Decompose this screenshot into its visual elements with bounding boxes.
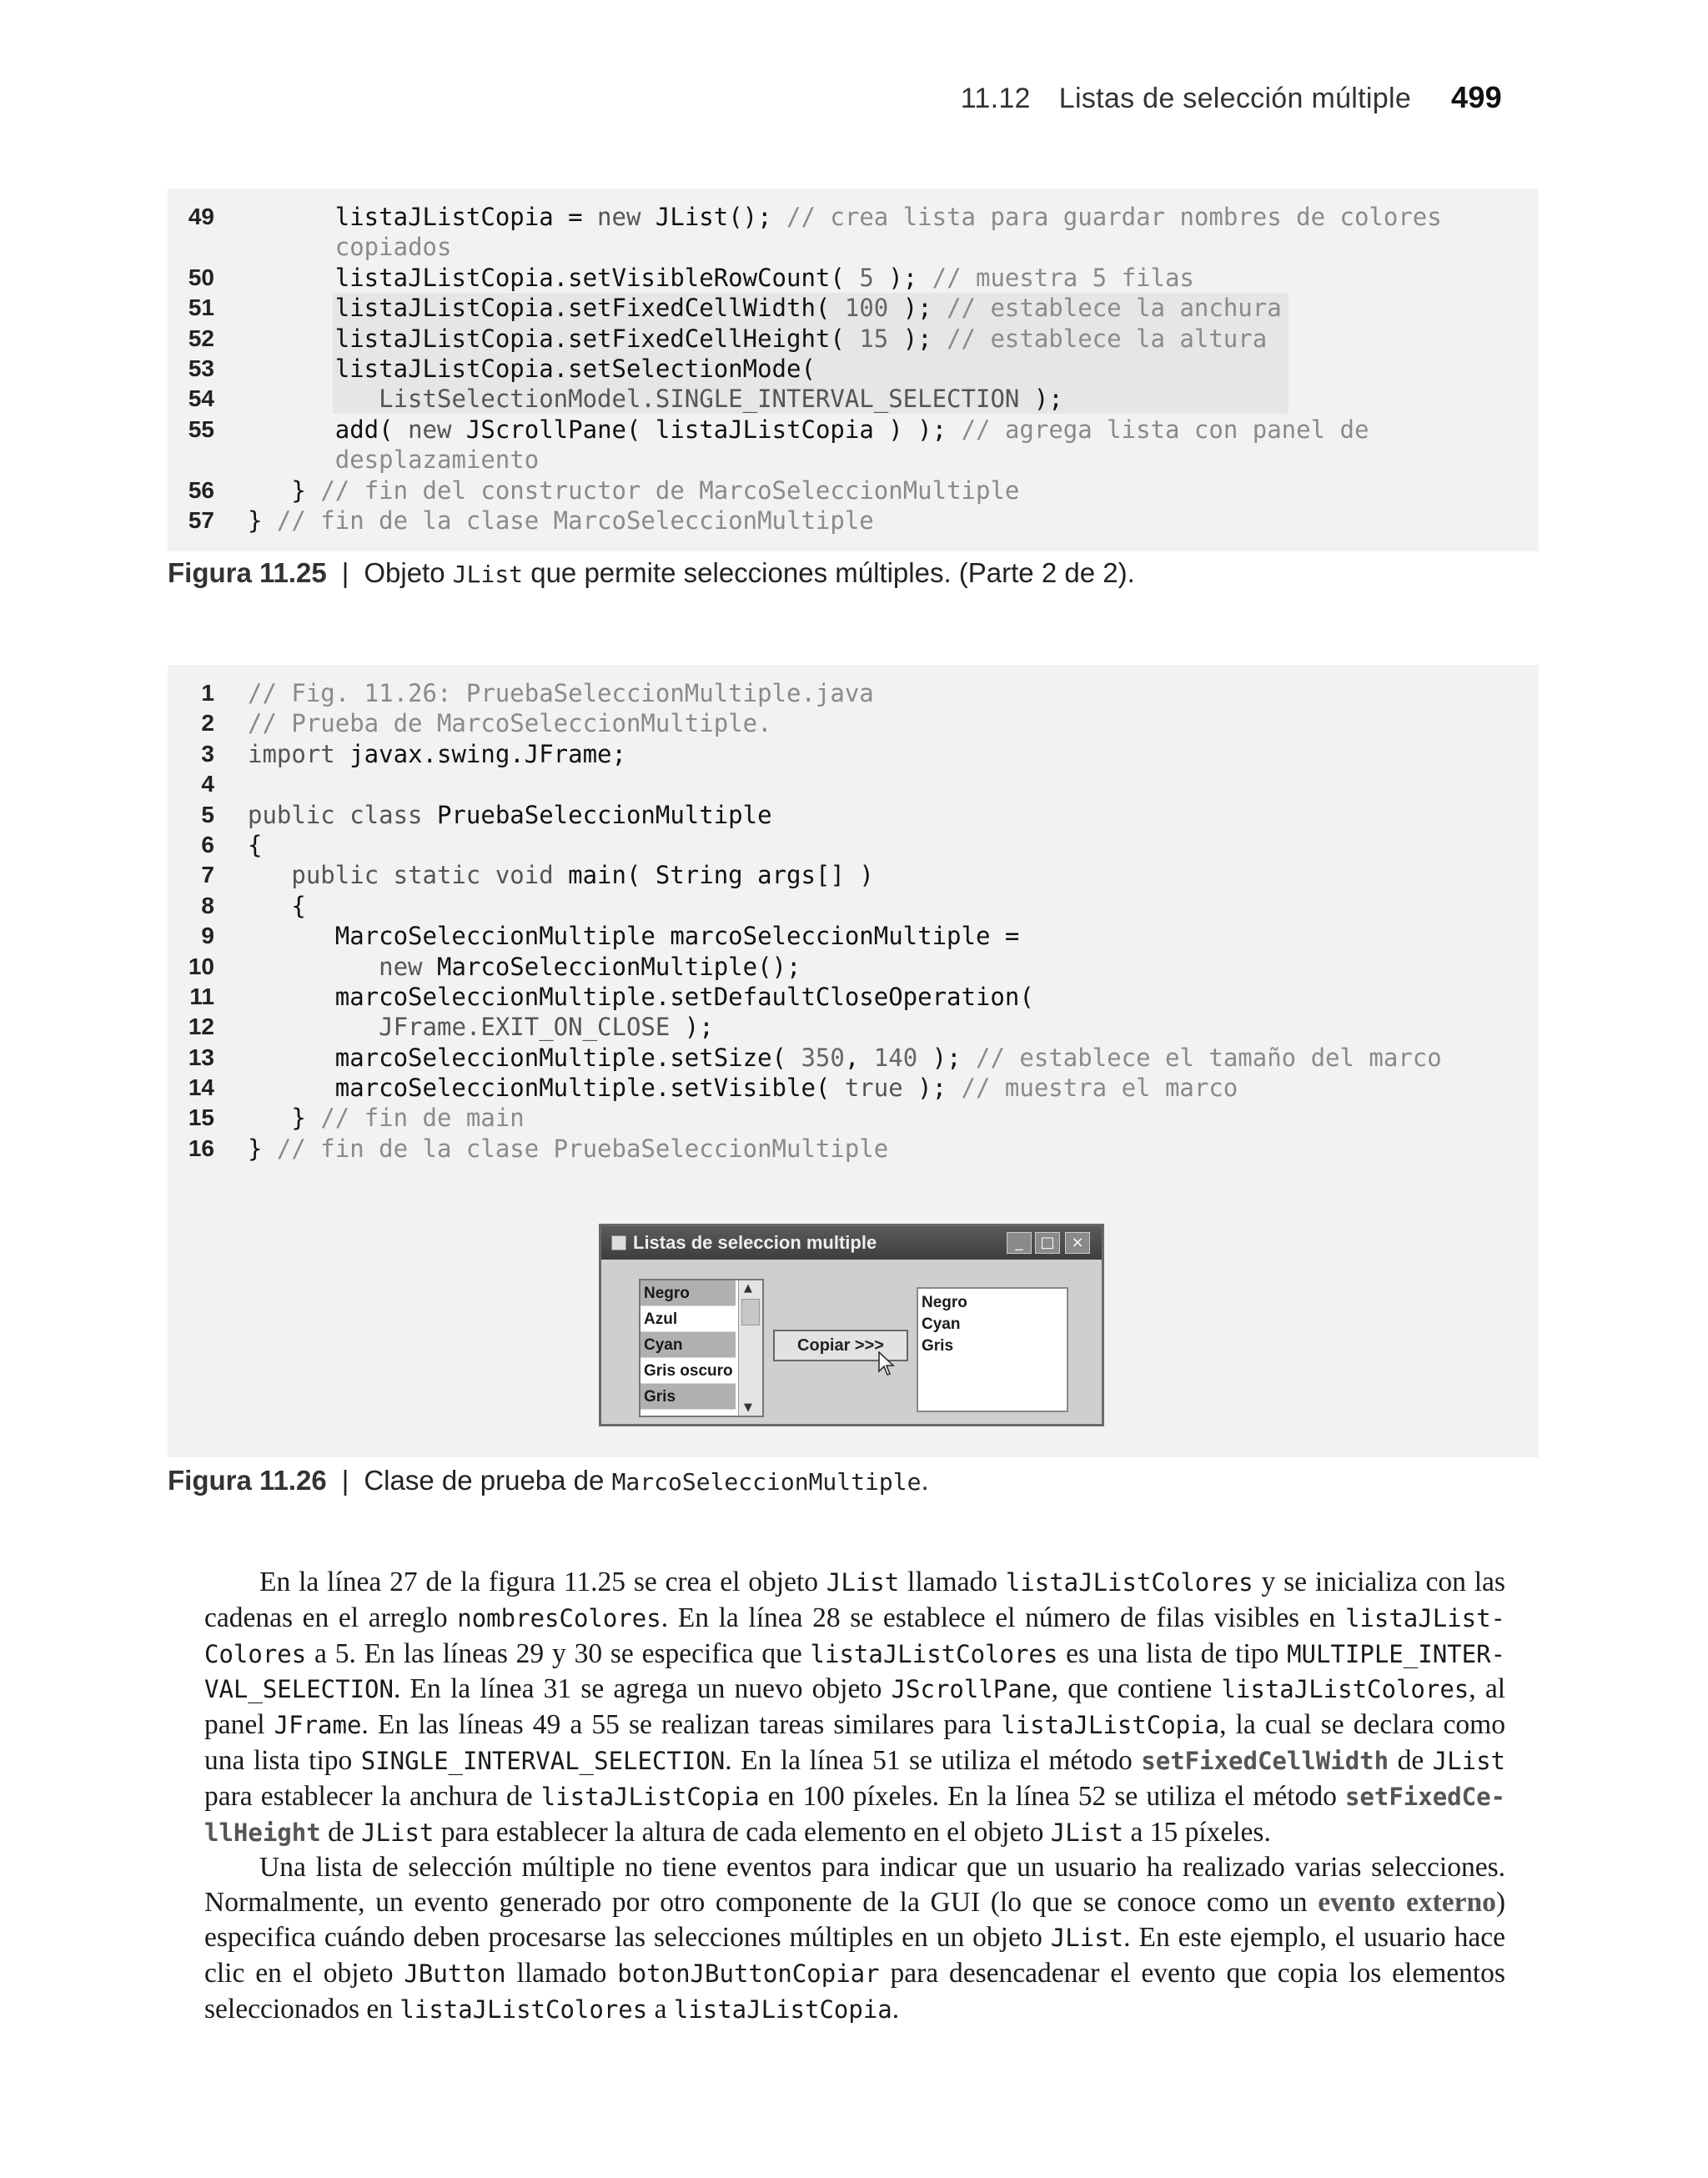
line-number: 8	[201, 892, 214, 918]
code-text	[248, 232, 451, 262]
code-comment: // agrega lista con panel de	[961, 415, 1369, 444]
code-line	[168, 1103, 1539, 1133]
text-run: ) especifica cuándo deben procesarse las selecciones múltiples en un objeto	[204, 1887, 1505, 1953]
code-line	[168, 952, 1539, 982]
code-text	[248, 1073, 1238, 1103]
code-line	[168, 739, 1539, 769]
scroll-thumb[interactable]	[741, 1299, 760, 1325]
running-header	[961, 80, 1502, 115]
code-comment: // fin de main	[320, 1104, 525, 1133]
window-title: Listas de seleccion multiple	[633, 1232, 877, 1253]
text-run: En la línea 27 de la figura 11.25 se crea el objeto	[259, 1567, 826, 1597]
scroll-down-arrow-icon[interactable]: ▼	[744, 1401, 752, 1414]
code-token	[248, 294, 335, 322]
line-number: 5	[201, 801, 214, 827]
code-text	[248, 860, 874, 890]
inline-code: botonJButtonCopiar	[617, 1959, 880, 1988]
code-token: PruebaSeleccionMultiple	[422, 800, 772, 829]
code-token: marcoSeleccionMultiple.setDefaultCloseOperation(	[248, 982, 1034, 1011]
code-text	[248, 800, 772, 830]
minimize-icon[interactable]: _	[1007, 1232, 1032, 1254]
code-text	[248, 506, 874, 536]
code-token: javax.swing.JFrame;	[334, 739, 626, 768]
code-token: );	[873, 263, 932, 292]
code-token	[248, 324, 335, 353]
code-line	[168, 1073, 1539, 1103]
code-comment: // establece la altura	[947, 324, 1268, 353]
text-run: para establecer la anchura de	[204, 1780, 541, 1812]
code-token	[248, 385, 379, 413]
code-text	[248, 445, 539, 475]
line-number: 7	[201, 862, 214, 888]
caption-text-end: .	[921, 1465, 929, 1496]
line-number: 16	[188, 1134, 214, 1161]
code-token: MarcoSeleccionMultiple marcoSeleccionMultiple =	[248, 922, 1020, 951]
caption-text-end: que permite selecciones múltiples. (Parte 2 de 2).	[523, 557, 1135, 588]
text-run: de	[320, 1816, 362, 1848]
code-comment: // Prueba de MarcoSeleccionMultiple.	[248, 709, 772, 738]
code-token	[248, 861, 291, 889]
code-line	[168, 354, 1539, 384]
copied-list-items	[922, 1292, 1063, 1357]
text-run: a 5. En las líneas 29 y 30 se especifica que	[306, 1637, 811, 1669]
code-text	[248, 739, 626, 769]
code-token: ,	[844, 1043, 874, 1072]
code-token: );	[888, 324, 947, 353]
code-line	[168, 921, 1539, 951]
code-text	[248, 982, 1034, 1012]
code-line	[168, 293, 1539, 323]
code-text	[248, 1134, 888, 1164]
inline-code: listaJListColores	[1005, 1568, 1253, 1597]
code-token: );	[1019, 385, 1063, 414]
line-number: 49	[188, 204, 214, 229]
inline-code: JButton	[404, 1959, 506, 1988]
code-lines	[168, 665, 1539, 1164]
code-text	[248, 415, 1369, 445]
inline-code: SINGLE_INTERVAL_SELECTION	[360, 1746, 726, 1775]
inline-code: listaJListColores	[1221, 1675, 1469, 1704]
inline-code: listaJListCopia	[540, 1782, 760, 1811]
code-comment: // Fig. 11.26: PruebaSeleccionMultiple.java	[248, 679, 874, 707]
code-token: );	[670, 1013, 714, 1042]
caption-code: JList	[452, 561, 524, 588]
figure-caption-11-26	[168, 1465, 929, 1496]
code-comment: // fin de la clase PruebaSeleccionMultiple	[276, 1134, 889, 1163]
list-item[interactable]: Azul	[640, 1306, 736, 1332]
line-number: 1	[201, 680, 214, 706]
code-keyword: ListSelectionModel.SINGLE_INTERVAL_SELECTION	[379, 385, 1020, 414]
code-text	[248, 202, 1442, 232]
code-token	[248, 233, 335, 261]
text-run: para desencadenar el evento que copia los elementos seleccionados en	[204, 1957, 1505, 2025]
list-scrollbar[interactable]	[738, 1280, 762, 1416]
window-titlebar[interactable]	[601, 1226, 1102, 1260]
line-number: 4	[201, 771, 214, 797]
text-run: de	[1389, 1744, 1433, 1776]
code-line	[168, 263, 1539, 293]
code-keyword: JFrame.EXIT_ON_CLOSE	[379, 1013, 671, 1042]
caption-separator: |	[341, 557, 349, 588]
code-comment: // fin de la clase MarcoSeleccionMultiple	[276, 506, 874, 535]
code-token: }	[248, 1104, 321, 1133]
code-line	[168, 475, 1539, 506]
caption-separator: |	[341, 1465, 349, 1496]
inline-code: MULTIPLE_INTER-VAL_SELECTION	[204, 1639, 1505, 1704]
list-item[interactable]: Gris	[640, 1384, 736, 1410]
code-comment: // muestra el marco	[961, 1074, 1238, 1103]
code-text	[248, 921, 1019, 951]
line-number: 54	[188, 385, 214, 412]
caption-text: Objeto	[364, 557, 453, 588]
text-run: Una lista de selección múltiple no tiene eventos para indicar que un usuario ha realizado varias selecciones. Normalmente, un evento generado por otro componente de la GUI (lo que se conoce como un	[204, 1852, 1505, 1919]
code-comment: // establece el tamaño del marco	[976, 1043, 1442, 1072]
copied-colors-list[interactable]	[917, 1287, 1068, 1412]
code-comment: // muestra 5 filas	[932, 263, 1194, 292]
code-keyword: true	[844, 1074, 903, 1103]
list-item[interactable]: Negro	[640, 1280, 736, 1306]
code-token: marcoSeleccionMultiple.setVisible(	[248, 1074, 845, 1103]
code-token	[248, 264, 335, 292]
line-number: 6	[201, 831, 214, 858]
line-number: 10	[188, 953, 214, 979]
code-text	[248, 952, 801, 982]
line-number: 12	[188, 1014, 214, 1040]
text-run: llamado	[899, 1567, 1006, 1597]
line-number: 50	[188, 264, 214, 290]
code-comment: copiados	[334, 233, 452, 262]
code-text	[248, 708, 772, 738]
code-text	[248, 678, 874, 708]
code-listing-figure-11-25	[168, 189, 1539, 551]
figure-label: Figura 11.25	[168, 557, 327, 588]
code-token	[248, 445, 335, 474]
line-number: 15	[188, 1104, 214, 1131]
code-token: listaJListCopia.setVisibleRowCount(	[334, 263, 860, 292]
code-comment: desplazamiento	[334, 445, 540, 475]
body-text	[204, 1565, 1505, 2027]
key-term: evento externo	[1318, 1887, 1496, 1919]
code-line	[168, 1012, 1539, 1042]
code-text	[248, 263, 1194, 293]
line-number: 52	[188, 324, 214, 351]
inline-code: JList	[1432, 1746, 1505, 1775]
code-token	[248, 953, 379, 981]
line-number: 51	[188, 294, 214, 321]
code-token: );	[888, 294, 947, 323]
code-token: }	[248, 506, 277, 535]
code-text	[248, 384, 1063, 414]
inline-code: listaJListCopia	[1001, 1711, 1220, 1740]
text-run: . En la línea 51 se utiliza el método	[725, 1744, 1142, 1776]
text-run: es una lista de tipo	[1057, 1637, 1288, 1669]
code-token	[248, 203, 335, 231]
code-number: 140	[873, 1043, 918, 1072]
code-token: marcoSeleccionMultiple.setSize(	[248, 1043, 801, 1072]
code-comment: // establece la anchura	[947, 294, 1282, 323]
inline-code: listaJList-Colores	[204, 1603, 1505, 1668]
code-line	[168, 891, 1539, 921]
code-token: listaJListCopia =	[334, 203, 598, 231]
code-text	[248, 1103, 525, 1133]
code-line	[168, 830, 1539, 860]
text-run: , que contiene	[1051, 1673, 1222, 1705]
line-number: 3	[201, 740, 214, 767]
inline-code: nombresColores	[457, 1603, 661, 1632]
list-item[interactable]: Gris oscuro	[640, 1358, 736, 1384]
code-keyword: new	[408, 415, 452, 444]
mouse-cursor-icon	[878, 1351, 895, 1376]
paragraph	[204, 1850, 1505, 2027]
maximize-icon[interactable]: □	[1035, 1232, 1060, 1254]
code-line	[168, 445, 1539, 475]
inline-code: JScrollPane	[891, 1675, 1052, 1704]
section-number: 11.12	[960, 83, 1031, 114]
text-run: a 15 píxeles.	[1123, 1816, 1271, 1848]
code-token	[248, 415, 335, 444]
code-token: add(	[334, 415, 409, 444]
code-text	[248, 324, 1267, 354]
code-comment: // crea lista para guardar nombres de colores	[786, 203, 1442, 231]
code-line	[168, 384, 1539, 414]
code-token: );	[917, 1043, 977, 1072]
inline-code: listaJListCopia	[673, 1994, 892, 2024]
list-item[interactable]: Negro	[922, 1294, 967, 1311]
code-token: main( String args[] )	[553, 861, 874, 890]
text-run: y se inicializa con las cadenas en el arreglo	[204, 1567, 1505, 1633]
list-item[interactable]: Gris	[922, 1337, 954, 1355]
text-run: . En este ejemplo, el usuario hace clic en el objeto	[204, 1921, 1505, 1989]
code-text	[248, 1043, 1442, 1073]
code-token: }	[248, 475, 321, 505]
line-number: 55	[188, 415, 214, 442]
inline-code: listaJListColores	[810, 1639, 1058, 1668]
code-token: JScrollPane( listaJListCopia ) );	[451, 415, 962, 444]
code-line	[168, 769, 1539, 799]
code-line	[168, 860, 1539, 890]
line-number: 56	[188, 476, 214, 503]
text-run: . En las líneas 49 a 55 se realizan tareas similares para	[361, 1709, 1002, 1741]
code-comment: // fin del constructor de MarcoSeleccionMultiple	[320, 475, 1020, 505]
code-line	[168, 415, 1539, 445]
code-line	[168, 1134, 1539, 1164]
inline-code: JList	[826, 1568, 900, 1597]
code-line	[168, 982, 1539, 1012]
code-text	[248, 891, 306, 921]
code-keyword: new	[597, 203, 641, 231]
line-number: 2	[201, 710, 214, 737]
line-number: 11	[189, 983, 214, 1009]
text-run: . En la línea 28 se establece el número de filas visibles en	[661, 1602, 1345, 1633]
line-number: 13	[188, 1044, 214, 1070]
colors-list[interactable]	[639, 1279, 764, 1417]
inline-code: JFrame	[274, 1711, 362, 1740]
code-token: listaJListCopia.setSelectionMode(	[334, 354, 816, 383]
text-run: para establecer la altura de cada elemento en el objeto	[434, 1816, 1051, 1848]
caption-code: MarcoSeleccionMultiple	[611, 1468, 922, 1496]
code-line	[168, 800, 1539, 830]
inline-code: setFixedCe-llHeight	[204, 1782, 1505, 1847]
inline-code: JList	[361, 1818, 435, 1847]
code-number: 15	[859, 324, 889, 353]
code-token: }	[248, 1134, 277, 1163]
inline-code: JList	[1050, 1923, 1124, 1952]
scroll-up-arrow-icon[interactable]: ▲	[744, 1282, 752, 1295]
code-text	[248, 354, 816, 384]
java-app-icon	[611, 1235, 626, 1250]
text-run: , la cual se declara como una lista tipo	[204, 1709, 1505, 1776]
code-keyword: public class	[248, 800, 423, 829]
inline-code: JList	[1050, 1818, 1124, 1847]
text-run: .	[892, 1993, 900, 2025]
code-line	[168, 708, 1539, 738]
code-token: {	[248, 830, 263, 859]
line-number: 14	[188, 1074, 214, 1101]
code-number: 100	[844, 294, 889, 323]
code-token: MarcoSeleccionMultiple();	[422, 952, 801, 981]
list-item[interactable]: Cyan	[640, 1332, 736, 1358]
code-token	[248, 355, 335, 383]
code-text	[248, 830, 262, 860]
code-keyword: public static void	[291, 861, 554, 890]
copy-button[interactable]: Copiar >>>	[773, 1330, 908, 1361]
code-keyword: import	[248, 739, 335, 768]
code-lines	[168, 189, 1539, 536]
list-item[interactable]: Cyan	[922, 1315, 961, 1333]
text-run: a	[647, 1993, 674, 2025]
text-run: . En la línea 31 se agrega un nuevo objeto	[393, 1673, 892, 1705]
code-line	[168, 1043, 1539, 1073]
line-number: 53	[188, 355, 214, 381]
figure-label: Figura 11.26	[168, 1465, 327, 1496]
code-keyword: new	[379, 952, 423, 981]
close-icon[interactable]: ×	[1065, 1232, 1090, 1254]
code-token: );	[902, 1074, 962, 1103]
code-line	[168, 678, 1539, 708]
code-token	[248, 1013, 379, 1041]
text-run: llamado	[505, 1957, 618, 1989]
code-text	[248, 293, 1282, 323]
code-line	[168, 232, 1539, 262]
code-line	[168, 506, 1539, 536]
paragraph	[204, 1565, 1505, 1850]
code-line	[168, 324, 1539, 354]
page-number: 499	[1451, 80, 1502, 114]
inline-code: listaJListColores	[399, 1994, 648, 2024]
line-number: 57	[188, 506, 214, 533]
code-number: 350	[801, 1043, 845, 1072]
code-token: listaJListCopia.setFixedCellHeight(	[334, 324, 860, 353]
text-run: , al panel	[204, 1673, 1506, 1741]
section-title: Listas de selección múltiple	[1058, 83, 1412, 114]
code-line	[168, 202, 1539, 232]
line-number: 9	[201, 923, 214, 949]
caption-text: Clase de prueba de	[364, 1465, 612, 1496]
code-number: 5	[859, 263, 874, 292]
code-token: {	[248, 891, 306, 920]
figure-caption-11-25	[168, 557, 1135, 589]
code-text	[248, 1012, 714, 1042]
app-window-screenshot	[599, 1224, 1104, 1426]
inline-code: setFixedCellWidth	[1141, 1746, 1389, 1775]
code-text	[248, 475, 1019, 506]
code-token: JList();	[640, 203, 787, 231]
code-token: listaJListCopia.setFixedCellWidth(	[334, 294, 845, 323]
text-run: en 100 píxeles. En la línea 52 se utiliza el método	[759, 1780, 1345, 1812]
